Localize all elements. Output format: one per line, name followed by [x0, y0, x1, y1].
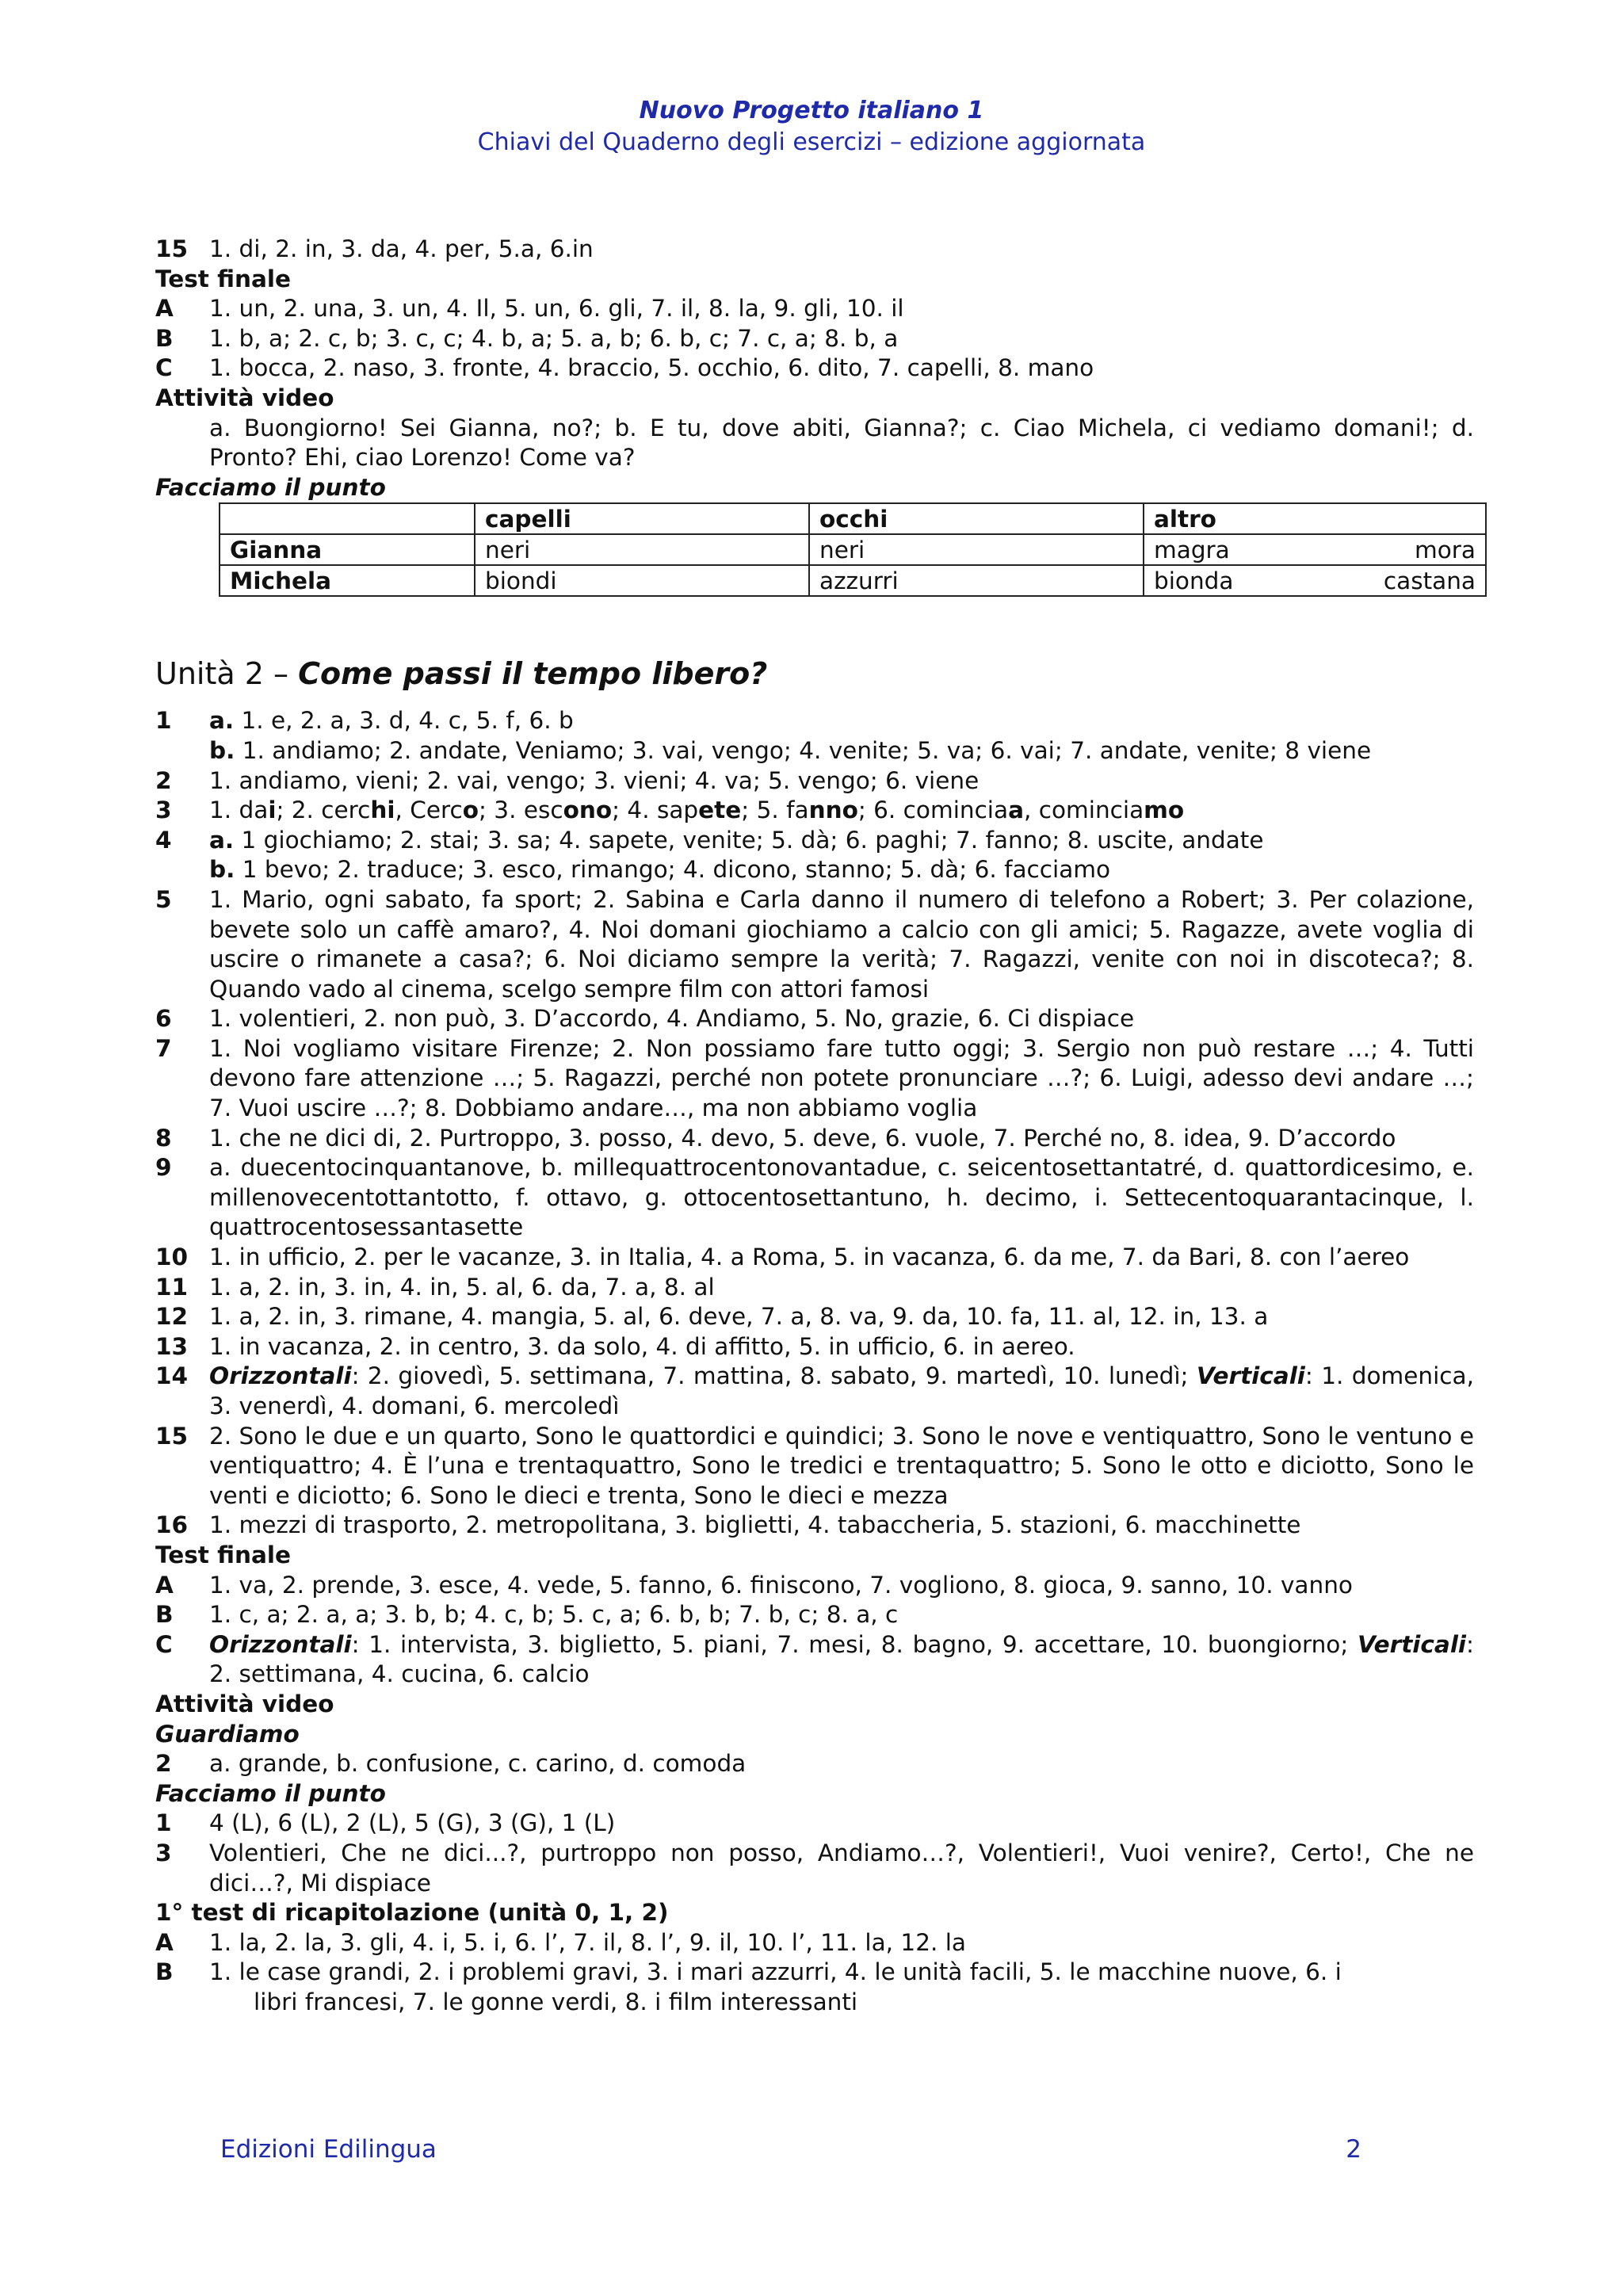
unit-title-prefix: Unità 2 – — [155, 656, 299, 692]
exercise-answers: 1. a, 2. in, 3. rimane, 4. mangia, 5. al, 6. deve, 7. a, 8. va, 9. da, 10. fa, 11. al, 12. in, 13. a — [209, 1303, 1269, 1331]
exercise-number: 3 — [155, 1839, 172, 1866]
exercise-answers: 1. in vacanza, 2. in centro, 3. da solo, 4. di affitto, 5. in ufficio, 6. in aereo. — [209, 1332, 1075, 1360]
answer-fragment: mo — [1144, 797, 1185, 824]
answer-fragment: i — [268, 797, 277, 824]
video-answers: a. Buongiorno! Sei Gianna, no?; b. E tu, dove abiti, Gianna?; c. Ciao Michela, ci vediamo domani!; d. Pronto? Ehi, ciao Lorenzo! Come va? — [209, 414, 1474, 472]
exercise-answers: 1. a, 2. in, 3. in, 4. in, 5. al, 6. da, 7. a, 8. al — [209, 1273, 715, 1301]
exercise-number: 11 — [155, 1273, 189, 1301]
answer-fragment: ; 6. comincia — [857, 797, 1009, 824]
exercise-number: 10 — [155, 1244, 189, 1271]
answer-fragment: ; 4. sap — [612, 797, 699, 824]
exercise-number: 8 — [155, 1124, 172, 1152]
test-section-c — [155, 1630, 1474, 1690]
exercise-answers: 1. andiamo, vieni; 2. vai, vengo; 3. vieni; 4. va; 5. vengo; 6. viene — [209, 766, 980, 794]
answer-fragment: , comincia — [1024, 797, 1144, 824]
exercise-10 — [155, 1243, 1474, 1273]
table-cell-altro — [1144, 565, 1486, 596]
exercise-answers: Orizzontali: 2. giovedì, 5. settimana, 7. mattina, 8. sabato, 9. martedì, 10. lunedì; Verticali: 1. domenica, 3. venerdì, 4. domani, 6. mercoledì — [209, 1362, 1474, 1419]
exercise-number: 14 — [155, 1362, 189, 1390]
answer-key-content — [155, 235, 1474, 2017]
answer-fragment: ; 3. esc — [478, 797, 563, 824]
exercise-number: 15 — [155, 235, 189, 262]
column-header-altro: altro — [1144, 503, 1486, 534]
altro-value: mora — [1415, 536, 1476, 563]
table-cell: azzurri — [809, 565, 1144, 596]
section-letter: C — [155, 1630, 173, 1658]
answer-fragment: , Cerc — [395, 797, 463, 824]
exercise-6 — [155, 1004, 1474, 1034]
exercise-number: 2 — [155, 766, 172, 794]
guardiamo-heading: Guardiamo — [155, 1720, 300, 1748]
answer-fragment: nno — [808, 797, 858, 824]
section-answers: 1. un, 2. una, 3. un, 4. Il, 5. un, 6. gli, 7. il, 8. la, 9. gli, 10. il — [209, 295, 904, 323]
attivita-video-heading: Attività video — [155, 1690, 334, 1717]
part-a: a. 1 giochiamo; 2. stai; 3. sa; 4. sapete, venite; 5. dà; 6. paghi; 7. fanno; 8. uscite, andate — [209, 826, 1264, 854]
answer-fragment: hi — [370, 797, 395, 824]
unit-title-italic: Come passi il tempo libero? — [298, 656, 768, 692]
row-header: Michela — [220, 565, 475, 596]
book-title: Nuovo Progetto italiano 1 — [639, 97, 984, 124]
ricap-section-b — [155, 1958, 1474, 2017]
page-number: 2 — [1346, 2135, 1361, 2164]
answer-fragment: ono — [563, 797, 613, 824]
part-b: b. 1. andiamo; 2. andate, Veniamo; 3. vai, vengo; 4. venite; 5. va; 6. vai; 7. andate, venite; 8 viene — [209, 736, 1372, 764]
punto-exercise-3 — [155, 1839, 1474, 1898]
altro-value: magra — [1154, 536, 1230, 563]
section-letter: B — [155, 1601, 174, 1629]
description-table — [219, 502, 1487, 597]
exercise-1 — [155, 706, 1474, 766]
section-answers: Orizzontali: 1. intervista, 3. biglietto, 5. piani, 7. mesi, 8. bagno, 9. accettare, 10. buongiorno; Verticali: 2. settimana, 4. cucina, 6. calcio — [209, 1630, 1474, 1688]
column-header-occhi: occhi — [809, 503, 1144, 534]
table-header-row — [220, 503, 1486, 534]
answer-fragment: ; 5. fa — [741, 797, 809, 824]
exercise-answers: 1. che ne dici di, 2. Purtroppo, 3. posso, 4. devo, 5. deve, 6. vuole, 7. Perché no, 8. idea, 9. D’accordo — [209, 1124, 1396, 1152]
test-section-a — [155, 1571, 1474, 1601]
table-cell-altro — [1144, 534, 1486, 565]
exercise-13 — [155, 1332, 1474, 1362]
exercise-number: 16 — [155, 1511, 189, 1539]
publisher-name: Edizioni Edilingua — [220, 2135, 437, 2164]
exercise-answers: Volentieri, Che ne dici...?, purtroppo non posso, Andiamo…?, Volentieri!, Vuoi venire?, Certo!, Che ne dici…?, Mi dispiace — [209, 1839, 1474, 1897]
exercise-5 — [155, 885, 1474, 1004]
section-letter: C — [155, 354, 173, 382]
exercise-number: 9 — [155, 1154, 172, 1182]
exercise-15-unit2 — [155, 1422, 1474, 1511]
exercise-answers: 1. mezzi di trasporto, 2. metropolitana, 3. biglietti, 4. tabaccheria, 5. stazioni, 6. macchinette — [209, 1511, 1301, 1539]
ricap-section-a — [155, 1928, 1474, 1958]
exercise-answers: a. duecentocinquantanove, b. millequattrocentonovantadue, c. seicentosettantatré, d. quattordicesimo, e. millenovecentottantotto, f. ottavo, g. ottocentosettantuno, h. decimo, i. Settecentoquarantacinque, l. quattrocentosessantasette — [209, 1154, 1474, 1241]
test-section-b — [155, 324, 1474, 354]
unit-title — [155, 654, 1474, 693]
page-footer — [220, 2135, 1361, 2164]
exercise-answers: a. grande, b. confusione, c. carino, d. comoda — [209, 1750, 747, 1778]
exercise-3 — [155, 796, 1474, 826]
punto-exercise-1 — [155, 1809, 1474, 1839]
row-header: Gianna — [220, 534, 475, 565]
ricapitolazione-heading: 1° test di ricapitolazione (unità 0, 1, 2) — [155, 1899, 669, 1927]
exercise-9 — [155, 1153, 1474, 1243]
table-corner-cell — [220, 503, 475, 534]
column-header-capelli: capelli — [475, 503, 809, 534]
table-cell: biondi — [475, 565, 809, 596]
section-answers: 1. b, a; 2. c, b; 3. c, c; 4. b, a; 5. a, b; 6. b, c; 7. c, a; 8. b, a — [209, 324, 899, 352]
exercise-number: 1 — [155, 707, 172, 735]
section-answers: 1. bocca, 2. naso, 3. fronte, 4. braccio, 5. occhio, 6. dito, 7. capelli, 8. mano — [209, 354, 1094, 382]
table-row — [220, 534, 1486, 565]
answer-fragment: o — [462, 797, 479, 824]
facciamo-il-punto-heading: Facciamo il punto — [155, 473, 386, 501]
exercise-16 — [155, 1511, 1474, 1541]
exercise-answers: 4 (L), 6 (L), 2 (L), 5 (G), 3 (G), 1 (L) — [209, 1809, 616, 1837]
test-finale-heading: Test finale — [155, 265, 292, 292]
exercise-answers — [209, 796, 1474, 826]
exercise-answers: 1. in ufficio, 2. per le vacanze, 3. in Italia, 4. a Roma, 5. in vacanza, 6. da me, 7. da Bari, 8. con l’aereo — [209, 1244, 1410, 1271]
exercise-7 — [155, 1034, 1474, 1124]
exercise-number: 2 — [155, 1750, 172, 1778]
exercise-8 — [155, 1124, 1474, 1154]
exercise-15 — [155, 235, 1474, 265]
exercise-12 — [155, 1302, 1474, 1332]
exercise-answers: 1. Mario, ogni sabato, fa sport; 2. Sabina e Carla danno il numero di telefono a Robert; 3. Per colazione, bevete solo un caffè amaro?, 4. Noi domani giochiamo a calcio con gli amici; 5. Ragazze, avete voglia di uscire o rimanete a casa?; 6. Noi diciamo sempre la verità; 7. Ragazzi, venite con noi in discoteca?; 8. Quando vado al cinema, scelgo sempre film con attori famosi — [209, 885, 1474, 1003]
answer-fragment: ete — [698, 797, 742, 824]
exercise-number: 3 — [155, 797, 172, 824]
section-answers: 1. le case grandi, 2. i problemi gravi, 3. i mari azzurri, 4. le unità facili, 5. le macchine nuove, 6. i libri francesi, 7. le gonne verdi, 8. i film interessanti — [209, 1958, 1342, 2015]
exercise-4 — [155, 826, 1474, 885]
answer-fragment: 1. da — [209, 797, 269, 824]
table-row — [220, 565, 1486, 596]
exercise-answers: 1. Noi vogliamo visitare Firenze; 2. Non possiamo fare tutto oggi; 3. Sergio non può restare …; 4. Tutti devono fare attenzione …; 5. Ragazzi, perché non potete pronunciare …?; 6. Luigi, adesso devi andare …; 7. Vuoi uscire …?; 8. Dobbiamo andare…, ma non abbiamo voglia — [209, 1034, 1474, 1122]
book-subtitle: Chiavi del Quaderno degli esercizi – edizione aggiornata — [477, 128, 1146, 156]
test-section-b — [155, 1600, 1474, 1630]
section-letter: B — [155, 1958, 174, 1986]
exercise-2 — [155, 766, 1474, 797]
table-cell: neri — [475, 534, 809, 565]
guardiamo-exercise-2 — [155, 1749, 1474, 1779]
section-letter: A — [155, 1928, 174, 1956]
section-letter: A — [155, 295, 174, 323]
part-a: a. 1. e, 2. a, 3. d, 4. c, 5. f, 6. b — [209, 707, 574, 735]
section-letter: B — [155, 324, 174, 352]
exercise-answers: 1. volentieri, 2. non può, 3. D’accordo, 4. Andiamo, 5. No, grazie, 6. Ci dispiace — [209, 1005, 1135, 1033]
test-section-a — [155, 294, 1474, 324]
exercise-number: 12 — [155, 1303, 189, 1331]
altro-value: castana — [1383, 567, 1476, 594]
facciamo-il-punto-heading: Facciamo il punto — [155, 1779, 386, 1807]
exercise-number: 13 — [155, 1332, 189, 1360]
attivita-video-heading: Attività video — [155, 384, 334, 411]
altro-value: bionda — [1154, 567, 1234, 594]
exercise-answers: 2. Sono le due e un quarto, Sono le quattordici e quindici; 3. Sono le nove e ventiquattro, Sono le ventuno e ventiquattro; 4. È l’una e trentaquattro, Sono le tredici e trentaquattro; 5. Sono le otto e diciotto, Sono le venti e diciotto; 6. Sono le dieci e trenta, Sono le dieci e mezza — [209, 1422, 1474, 1509]
table-cell: neri — [809, 534, 1144, 565]
exercise-11 — [155, 1273, 1474, 1303]
test-section-c — [155, 353, 1474, 384]
section-letter: A — [155, 1571, 174, 1599]
section-answers: 1. la, 2. la, 3. gli, 4. i, 5. i, 6. l’, 7. il, 8. l’, 9. il, 10. l’, 11. la, 12. la — [209, 1928, 966, 1956]
part-b: b. 1 bevo; 2. traduce; 3. esco, rimango; 4. dicono, stanno; 5. dà; 6. facciamo — [209, 856, 1111, 884]
page-header — [0, 95, 1623, 159]
exercise-number: 4 — [155, 826, 172, 854]
test-finale-heading: Test finale — [155, 1541, 292, 1568]
answer-fragment: a — [1008, 797, 1024, 824]
exercise-answers: 1. di, 2. in, 3. da, 4. per, 5.a, 6.in — [209, 235, 594, 262]
section-answers: 1. c, a; 2. a, a; 3. b, b; 4. c, b; 5. c, a; 6. b, b; 7. b, c; 8. a, c — [209, 1601, 899, 1629]
exercise-number: 1 — [155, 1809, 172, 1837]
exercise-number: 6 — [155, 1005, 172, 1033]
section-answers: 1. va, 2. prende, 3. esce, 4. vede, 5. fanno, 6. finiscono, 7. vogliono, 8. gioca, 9. sanno, 10. vanno — [209, 1571, 1353, 1599]
exercise-14 — [155, 1362, 1474, 1421]
exercise-number: 15 — [155, 1422, 189, 1450]
exercise-number: 7 — [155, 1034, 172, 1062]
exercise-number: 5 — [155, 885, 172, 913]
answer-fragment: ; 2. cerc — [276, 797, 371, 824]
